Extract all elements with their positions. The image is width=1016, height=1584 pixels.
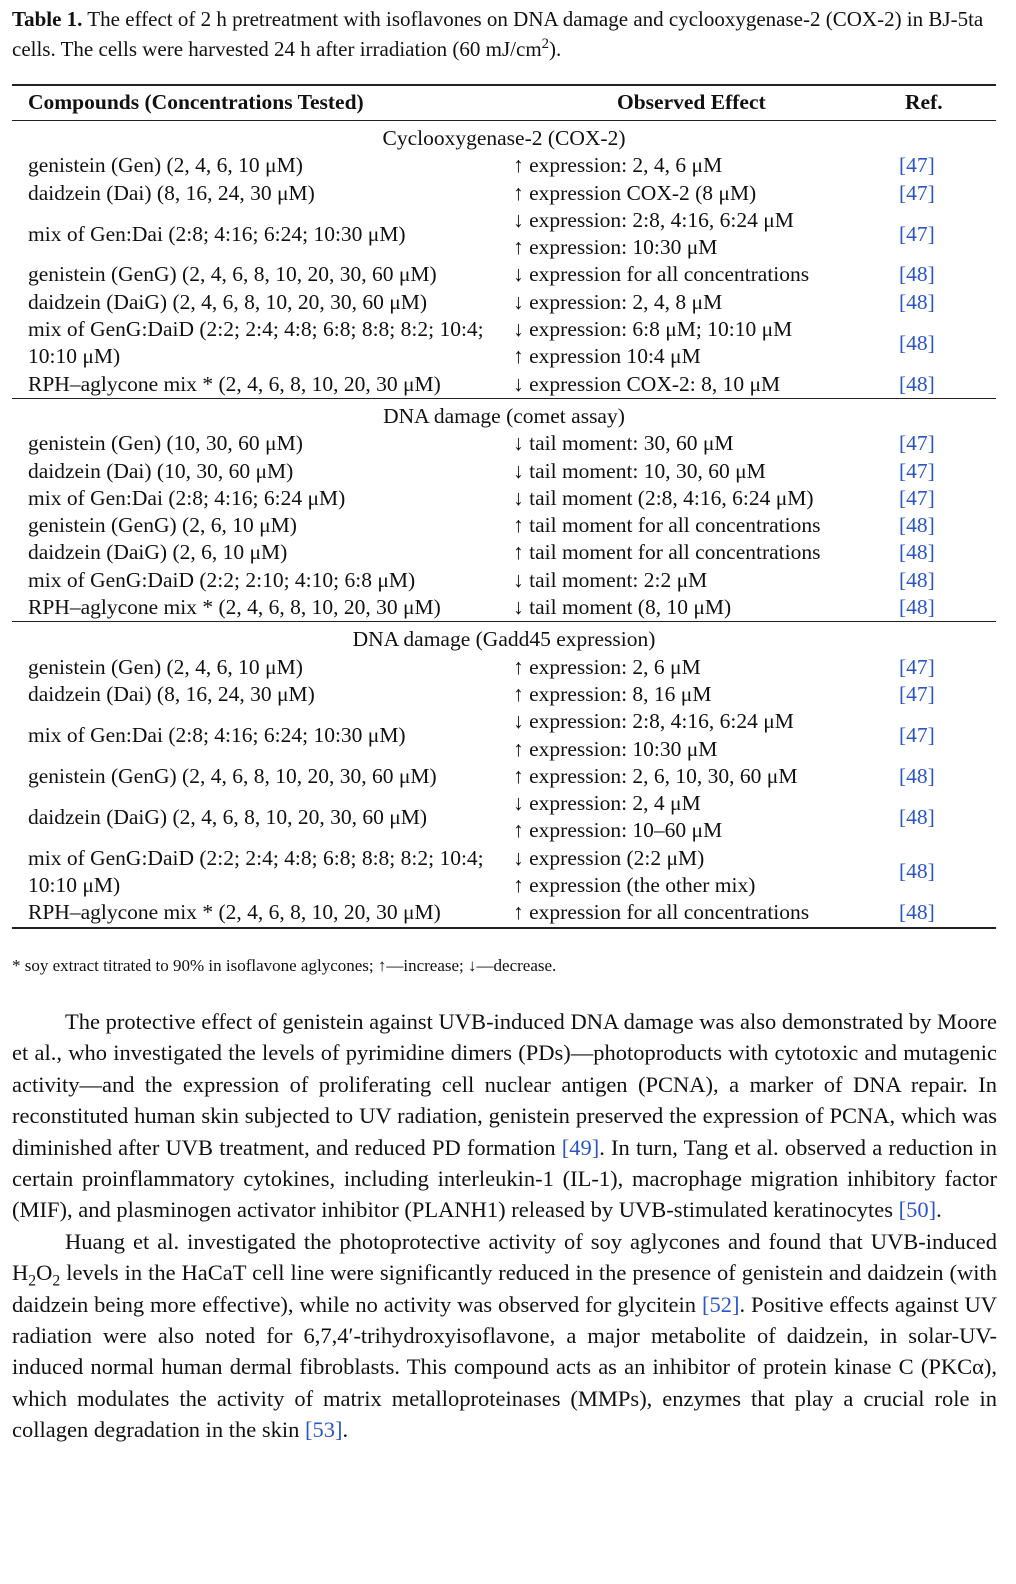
compound-cell: genistein (GenG) (2, 4, 6, 8, 10, 20, 30, 60 μM)	[28, 763, 437, 788]
effect-cell	[507, 261, 869, 288]
table-row	[12, 790, 996, 845]
effect-cell	[507, 289, 869, 316]
effect-line: ↑ expression: 10:30 μM	[513, 235, 718, 260]
ref-link[interactable]: [48]	[899, 262, 935, 287]
effect-line: ↓ tail moment (2:8, 4:16, 6:24 μM)	[513, 485, 814, 510]
effect-line: ↓ tail moment: 2:2 μM	[513, 567, 708, 592]
table-row	[12, 371, 996, 399]
effect-line: ↑ expression COX-2 (8 μM)	[513, 180, 757, 205]
ref-link[interactable]: [48]	[899, 595, 935, 620]
ref-link[interactable]: [48]	[899, 289, 935, 314]
citation-link[interactable]: [50]	[898, 1197, 937, 1223]
compound-cell: daidzein (Dai) (10, 30, 60 μM)	[28, 458, 294, 483]
body-text	[12, 1006, 997, 1446]
ref-link[interactable]: [47]	[899, 722, 935, 747]
section-title-row	[12, 399, 996, 430]
effect-cell	[507, 567, 869, 594]
effect-cell	[507, 681, 869, 708]
header-compounds: Compounds (Concentrations Tested)	[12, 85, 507, 121]
compound-cell: mix of Gen:Dai (2:8; 4:16; 6:24; 10:30 μM)	[28, 221, 406, 246]
compound-cell: RPH–aglycone mix * (2, 4, 6, 8, 10, 20, 30 μM)	[28, 371, 441, 396]
ref-link[interactable]: [47]	[899, 458, 935, 483]
caption-text-end: ).	[549, 37, 562, 61]
effect-line: ↑ tail moment for all concentrations	[513, 540, 821, 565]
compound-cell: daidzein (Dai) (8, 16, 24, 30 μM)	[28, 180, 315, 205]
effect-cell	[507, 845, 869, 900]
effect-cell	[507, 430, 869, 457]
caption-superscript: 2	[541, 36, 550, 52]
effect-line: ↓ expression: 2, 4, 8 μM	[513, 289, 723, 314]
effect-cell	[507, 512, 869, 539]
ref-link[interactable]: [48]	[899, 540, 935, 565]
caption-text: The effect of 2 h pretreatment with isoflavones on DNA damage and cyclooxygenase-2 (COX-2) in BJ-5ta cells. The cells were harvested 24 h after irradiation (60 mJ/cm	[12, 7, 984, 61]
effect-line: ↑ tail moment for all concentrations	[513, 513, 821, 538]
effect-cell	[507, 371, 869, 399]
compound-cell: mix of GenG:DaiD (2:2; 2:4; 4:8; 6:8; 8:8; 8:2; 10:4; 10:10 μM)	[28, 845, 484, 898]
compound-cell: RPH–aglycone mix * (2, 4, 6, 8, 10, 20, 30 μM)	[12, 899, 507, 927]
table-row	[12, 485, 996, 512]
ref-link[interactable]: [48]	[899, 330, 935, 355]
effect-line: ↓ expression COX-2: 8, 10 μM	[513, 371, 781, 396]
effect-cell	[507, 708, 869, 763]
effect-line: ↑ expression: 2, 4, 6 μM	[513, 153, 723, 178]
paragraph-2-text-e: .	[342, 1417, 349, 1443]
ref-link[interactable]: [48]	[899, 513, 935, 538]
table-caption	[12, 4, 1002, 64]
subscript: 2	[52, 1272, 61, 1290]
table-row	[12, 458, 996, 485]
ref-link[interactable]: [47]	[899, 180, 935, 205]
effect-cell	[507, 654, 869, 681]
ref-link[interactable]: [47]	[899, 485, 935, 510]
section-title: Cyclooxygenase-2 (COX-2)	[382, 126, 626, 150]
effect-line: ↑ expression 10:4 μM	[513, 344, 701, 369]
ref-link[interactable]: [47]	[899, 654, 935, 679]
ref-link[interactable]: [48]	[899, 859, 935, 884]
effect-cell	[507, 207, 869, 262]
table-row	[12, 899, 996, 927]
paragraph-1-text-b: . In turn, Tang et al. observed a reduction in certain proinflammatory cytokines, including interleukin-1 (IL-1), macrophage migration inhibitory factor (MIF), and plasminogen activator inhibitor (PLANH1) released by UVB-stimulated keratinocytes	[12, 1134, 997, 1223]
table-header-row	[12, 85, 996, 121]
effect-line: ↑ expression for all concentrations	[513, 900, 810, 925]
effect-line: ↑ expression (the other mix)	[513, 873, 756, 898]
compound-cell: daidzein (DaiG) (2, 4, 6, 8, 10, 20, 30, 60 μM)	[28, 289, 428, 314]
citation-link[interactable]: [53]	[305, 1417, 343, 1443]
section-title: DNA damage (Gadd45 expression)	[352, 627, 656, 652]
table-row	[12, 567, 996, 594]
compound-cell: mix of GenG:DaiD (2:2; 2:4; 4:8; 6:8; 8:8; 8:2; 10:4; 10:10 μM)	[28, 317, 484, 369]
table-row	[12, 152, 996, 179]
isoflavone-table	[12, 84, 996, 929]
paragraph-1-text-a: The protective effect of genistein against UVB-induced DNA damage was also demonstrated by Moore et al., who investigated the levels of pyrimidine dimers (PDs)—photoproducts with cytotoxic and mutagenic activity—and the expression of proliferating cell nuclear antigen (PCNA), a marker of DNA repair. In reconstituted human skin subjected to UV radiation, genistein preserved the expression of PCNA, which was diminished after UVB treatment, and reduced PD formation	[12, 1009, 997, 1160]
effect-cell	[507, 594, 869, 622]
effect-line: ↓ tail moment (8, 10 μM)	[513, 595, 732, 620]
ref-link[interactable]: [48]	[899, 567, 935, 592]
table-row	[12, 539, 996, 566]
compound-cell: daidzein (DaiG) (2, 4, 6, 8, 10, 20, 30, 60 μM)	[28, 804, 428, 829]
table-row	[12, 289, 996, 316]
header-ref: Ref.	[869, 85, 996, 121]
compound-cell: mix of Gen:Dai (2:8; 4:16; 6:24; 10:30 μM)	[28, 722, 406, 747]
compound-cell: mix of GenG:DaiD (2:2; 2:10; 4:10; 6:8 μM)	[28, 567, 416, 592]
header-observed-effect: Observed Effect	[507, 85, 869, 121]
table-label: Table 1.	[12, 7, 83, 31]
effect-cell	[507, 316, 869, 371]
paragraph-1-text-c: .	[936, 1197, 942, 1223]
ref-link[interactable]: [48]	[899, 371, 935, 396]
section-title-row	[12, 121, 996, 153]
effect-cell	[507, 485, 869, 512]
effect-cell	[507, 790, 869, 845]
table-row	[12, 180, 996, 207]
paragraph-2-text-c: levels in the HaCaT cell line were significantly reduced in the presence of genistein and daidzein (with daidzein being more effective), while no activity was observed for glycitein	[12, 1260, 997, 1317]
effect-line: ↓ expression: 6:8 μM; 10:10 μM	[513, 317, 793, 342]
compound-cell: genistein (Gen) (2, 4, 6, 10 μM)	[28, 153, 303, 178]
effect-line: ↓ expression: 2, 4 μM	[513, 791, 701, 816]
table-row	[12, 681, 996, 708]
compound-cell: daidzein (DaiG) (2, 6, 10 μM)	[28, 540, 288, 565]
compound-cell: genistein (GenG) (2, 4, 6, 8, 10, 20, 30, 60 μM)	[28, 262, 437, 287]
compound-cell: RPH–aglycone mix * (2, 4, 6, 8, 10, 20, 30 μM)	[28, 595, 441, 620]
table-row	[12, 654, 996, 681]
effect-line: ↑ expression: 10:30 μM	[513, 736, 718, 761]
citation-link[interactable]: [49]	[561, 1134, 600, 1160]
table-row	[12, 430, 996, 457]
ref-link[interactable]: [47]	[899, 431, 935, 456]
table-row	[12, 594, 996, 622]
paragraph-2-text-b: O	[36, 1260, 53, 1286]
effect-cell	[507, 899, 869, 927]
effect-line: ↓ expression: 2:8, 4:16, 6:24 μM	[513, 207, 794, 232]
effect-cell	[507, 458, 869, 485]
compound-cell: daidzein (Dai) (8, 16, 24, 30 μM)	[28, 681, 315, 706]
section-title-row	[12, 622, 996, 653]
effect-line: ↓ expression: 2:8, 4:16, 6:24 μM	[513, 709, 794, 734]
subscript: 2	[28, 1272, 37, 1290]
table-footnote: * soy extract titrated to 90% in isoflavone aglycones; ↑—increase; ↓—decrease.	[12, 956, 557, 975]
citation-link[interactable]: [52]	[701, 1291, 740, 1317]
effect-cell	[507, 152, 869, 179]
compound-cell: genistein (GenG) (2, 6, 10 μM)	[28, 513, 297, 538]
effect-line: ↓ tail moment: 10, 30, 60 μM	[513, 458, 766, 483]
ref-link[interactable]: [48]	[869, 899, 996, 927]
effect-cell	[507, 539, 869, 566]
table-body	[12, 121, 996, 928]
ref-link[interactable]: [47]	[899, 153, 935, 178]
effect-cell	[507, 180, 869, 207]
effect-line: ↑ expression: 8, 16 μM	[513, 681, 712, 706]
table-row	[12, 512, 996, 539]
compound-cell: mix of Gen:Dai (2:8; 4:16; 6:24 μM)	[28, 485, 346, 510]
ref-link[interactable]: [47]	[899, 221, 935, 246]
effect-cell	[507, 763, 869, 790]
effect-line: ↑ expression: 2, 6 μM	[513, 654, 701, 679]
effect-line: ↑ expression: 10–60 μM	[513, 818, 723, 843]
table-row	[12, 261, 996, 288]
table-row	[12, 316, 996, 371]
table-row	[12, 763, 996, 790]
compound-cell: genistein (Gen) (2, 4, 6, 10 μM)	[28, 654, 303, 679]
paragraph-2-text-a: Huang et al. investigated the photoprotective activity of soy aglycones and found that UVB-induced H	[12, 1228, 997, 1286]
paragraph-2	[12, 1226, 997, 1446]
paragraph-1	[12, 1006, 997, 1226]
ref-link[interactable]: [48]	[899, 804, 935, 829]
effect-line: ↓ tail moment: 30, 60 μM	[513, 431, 734, 456]
effect-line: ↓ expression for all concentrations	[513, 262, 810, 287]
ref-link[interactable]: [48]	[899, 763, 935, 788]
effect-line: ↑ expression: 2, 6, 10, 30, 60 μM	[513, 763, 798, 788]
section-title: DNA damage (comet assay)	[383, 403, 625, 428]
table-row	[12, 845, 996, 900]
compound-cell: genistein (Gen) (10, 30, 60 μM)	[28, 431, 303, 456]
table-row	[12, 207, 996, 262]
paragraph-2-text-d: . Positive effects against UV radiation were also noted for 6,7,4′-trihydroxyisoflavone, a major metabolite of daidzein, in solar-UV-induced normal human dermal fibroblasts. This compound acts as an inhibitor of protein kinase C (PKCα), which modulates the activity of matrix metalloproteinases (MMPs), enzymes that play a crucial role in collagen degradation in the skin	[12, 1291, 997, 1443]
table-row	[12, 708, 996, 763]
effect-line: ↓ expression (2:2 μM)	[513, 845, 705, 870]
ref-link[interactable]: [47]	[899, 681, 935, 706]
